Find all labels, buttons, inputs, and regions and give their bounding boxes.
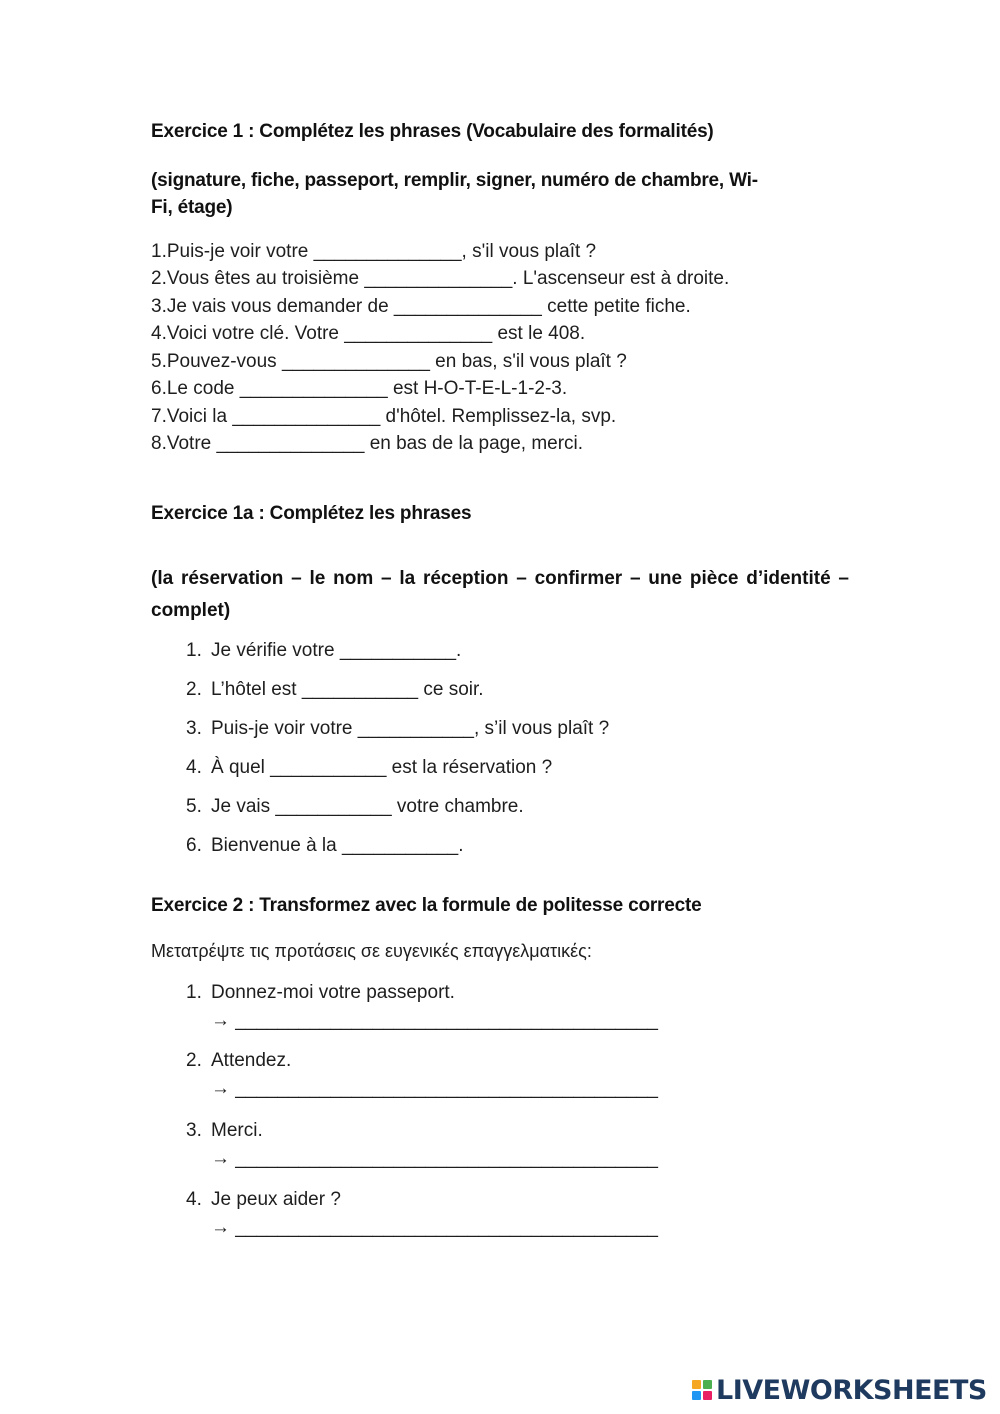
answer-line: → ________________________________________ — [211, 1078, 658, 1099]
list-item-text: Merci. — [211, 1120, 263, 1141]
logo-square — [692, 1380, 701, 1389]
exercise-1-item: 1.Puis-je voir votre ______________, s'il vous plaît ? — [151, 241, 597, 262]
logo-square — [692, 1391, 701, 1400]
list-item-number: 4. — [186, 757, 202, 778]
exercise-1a-title: Exercice 1a : Complétez les phrases — [151, 503, 472, 524]
exercise-2-instruction: Μετατρέψτε τις προτάσεις σε ευγενικές επαγγελματικές: — [151, 941, 592, 961]
exercise-1-item: 8.Votre ______________ en bas de la page, merci. — [151, 433, 584, 454]
exercise-2-title: Exercice 2 : Transformez avec la formule de politesse correcte — [151, 895, 702, 916]
list-item-text: À quel ___________ est la réservation ? — [211, 757, 553, 778]
exercise-1-title: Exercice 1 : Complétez les phrases (Vocabulaire des formalités) — [151, 121, 714, 142]
exercise-1-item: 2.Vous êtes au troisième ______________. L'ascenseur est à droite. — [151, 268, 730, 289]
exercise-1-item: 7.Voici la ______________ d'hôtel. Remplissez-la, svp. — [151, 406, 617, 427]
list-item-number: 1. — [186, 640, 202, 661]
logo-square — [703, 1380, 712, 1389]
exercise-1-item: 5.Pouvez-vous ______________ en bas, s'il vous plaît ? — [151, 351, 627, 372]
list-item-text: Je vais ___________ votre chambre. — [211, 796, 524, 817]
answer-line: → ________________________________________ — [211, 1217, 658, 1238]
list-item-number: 1. — [186, 982, 202, 1003]
list-item-text: Je vérifie votre ___________. — [211, 640, 462, 661]
list-item-text: Bienvenue à la ___________. — [211, 835, 464, 856]
exercise-1-word-bank-line-1: (signature, fiche, passeport, remplir, signer, numéro de chambre, Wi- — [151, 170, 758, 191]
list-item-text: Puis-je voir votre ___________, s’il vous plaît ? — [211, 718, 610, 739]
list-item-number: 2. — [186, 1050, 202, 1071]
exercise-1-item: 3.Je vais vous demander de ______________ cette petite fiche. — [151, 296, 691, 317]
answer-line: → ________________________________________ — [211, 1148, 658, 1169]
list-item-number: 2. — [186, 679, 202, 700]
list-item-number: 5. — [186, 796, 202, 817]
list-item-text: L’hôtel est ___________ ce soir. — [211, 679, 484, 700]
list-item-number: 4. — [186, 1189, 202, 1210]
list-item-text: Donnez-moi votre passeport. — [211, 982, 455, 1003]
list-item-text: Je peux aider ? — [211, 1189, 341, 1210]
exercise-1-item: 4.Voici votre clé. Votre ______________ est le 408. — [151, 323, 586, 344]
answer-line: → ________________________________________ — [211, 1010, 658, 1031]
exercise-1-word-bank-line-2: Fi, étage) — [151, 197, 233, 218]
list-item-text: Attendez. — [211, 1050, 292, 1071]
list-item-number: 3. — [186, 718, 202, 739]
list-item-number: 6. — [186, 835, 202, 856]
exercise-1a-word-bank: (la réservation – le nom – la réception – confirmer – une pièce d’identité – complet) — [151, 568, 849, 621]
liveworksheets-logo — [692, 1374, 987, 1406]
liveworksheets-logo-icon — [692, 1380, 712, 1400]
list-item-number: 3. — [186, 1120, 202, 1141]
logo-text: LIVEWORKSHEETS — [716, 1374, 987, 1406]
logo-square — [703, 1391, 712, 1400]
exercise-1-item: 6.Le code ______________ est H-O-T-E-L-1-2-3. — [151, 378, 568, 399]
